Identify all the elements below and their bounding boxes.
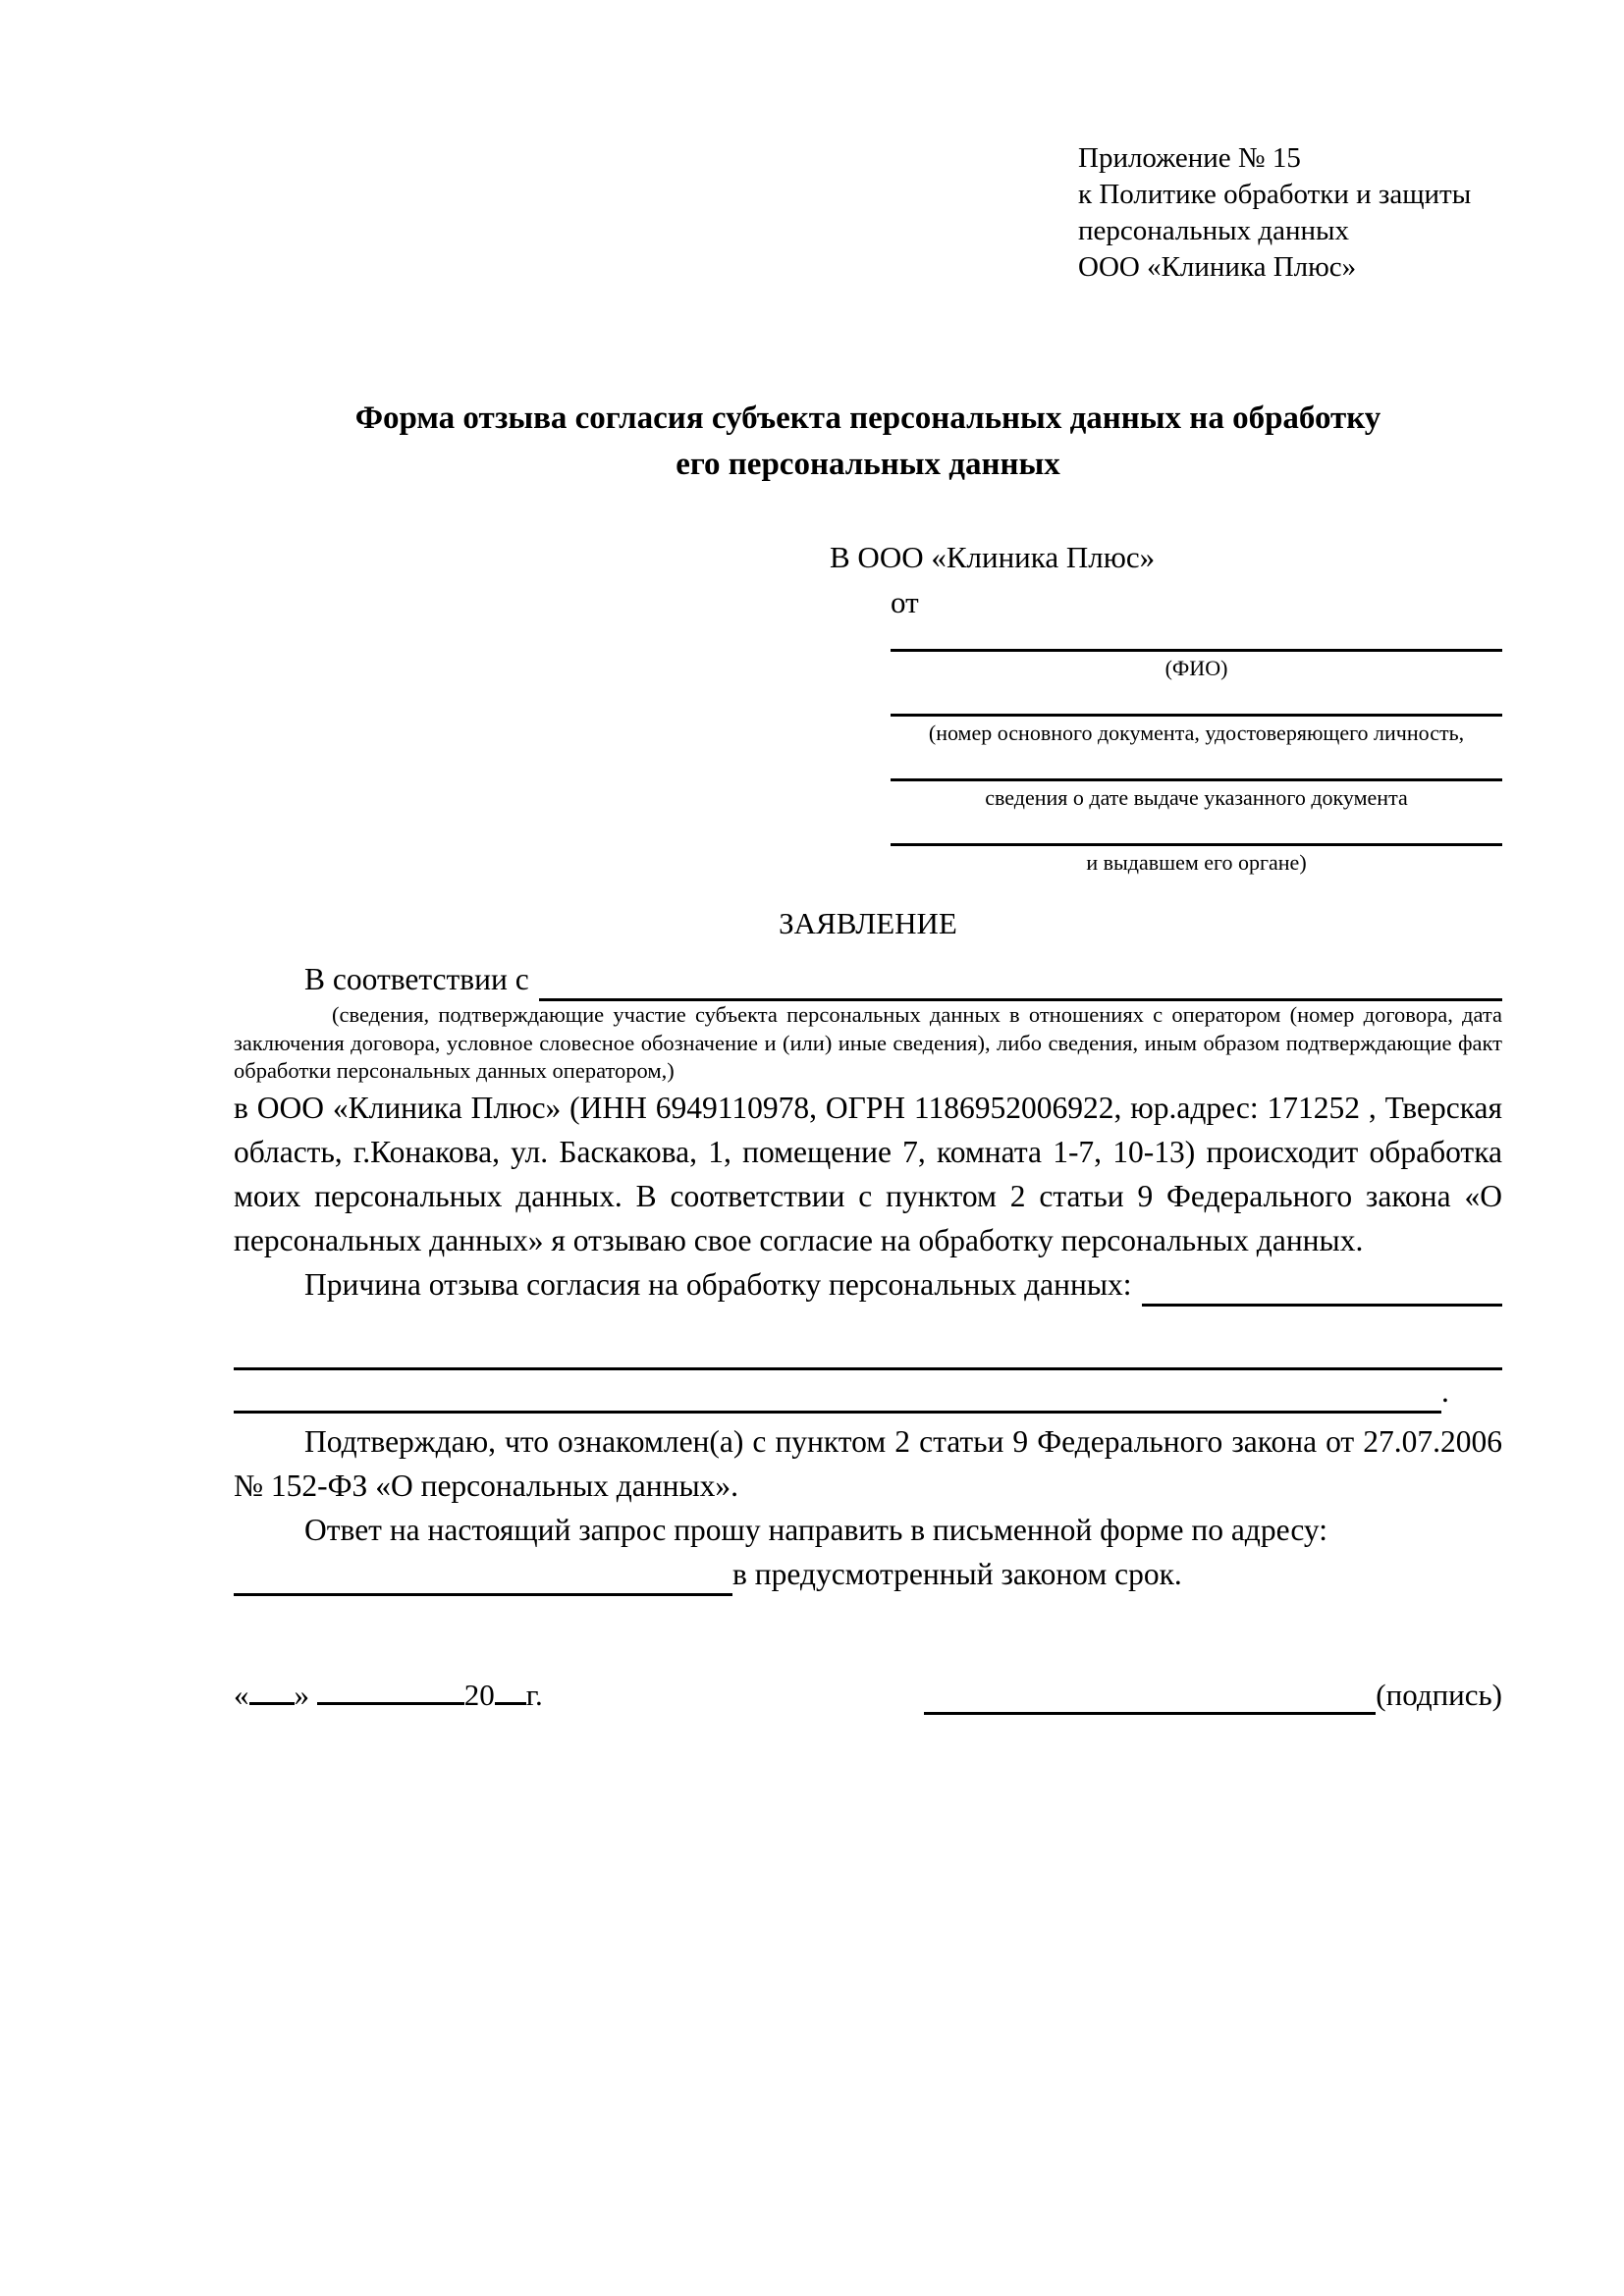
accordance-blank-line <box>539 961 1502 1001</box>
date-day-blank <box>249 1673 295 1705</box>
answer-address-row <box>234 1552 1502 1596</box>
issue-date-blank-line <box>891 745 1502 781</box>
reason-row <box>234 1262 1502 1307</box>
answer-tail: в предусмотренный законом срок. <box>732 1556 1182 1591</box>
date-signature-row <box>234 1673 1502 1715</box>
title-line-2: его персональных данных <box>676 447 1060 482</box>
date-year-blank <box>495 1673 526 1705</box>
date-line <box>234 1673 543 1715</box>
appendix-note <box>1078 140 1502 286</box>
appendix-line: ООО «Клиника Плюс» <box>1078 251 1357 283</box>
date-month-blank <box>317 1673 464 1705</box>
document-number-caption: (номер основного документа, удостоверяющего личность, <box>928 721 1465 745</box>
fio-blank-line <box>891 621 1502 652</box>
appendix-line: персональных данных <box>1078 215 1350 246</box>
signature-caption: (подпись) <box>1376 1677 1502 1712</box>
accordance-row <box>234 957 1502 1001</box>
addressee-block <box>830 539 1502 875</box>
document-number-blank-line <box>891 680 1502 717</box>
addressee-from-label: от <box>891 585 919 619</box>
signature-line <box>924 1676 1502 1715</box>
confirm-paragraph: Подтверждаю, что ознакомлен(а) с пунктом 2 статьи 9 Федерального закона от 27.07.2006 № 152-ФЗ «О персональных данных». <box>234 1423 1502 1503</box>
issue-date-caption: сведения о дате выдаче указанного документа <box>985 785 1408 810</box>
explanatory-note: (сведения, подтверждающие участие субъекта персональных данных в отношениях с оператором (номер договора, дата заключения договора, условное словесное обозначение и (или) иные сведения), либо сведения, иным образом подтверждающие факт обработки персональных данных оператором,) <box>234 1002 1502 1083</box>
fio-caption: (ФИО) <box>1164 656 1228 680</box>
reason-blank-line <box>1142 1266 1502 1307</box>
issuing-authority-caption: и выдавшем его органе) <box>1086 850 1307 875</box>
date-quote-open: « <box>234 1677 249 1712</box>
appendix-line: Приложение № 15 <box>1078 142 1301 174</box>
statement-heading: ЗАЯВЛЕНИЕ <box>779 906 957 940</box>
reason-period: . <box>1441 1373 1449 1409</box>
appendix-line: к Политике обработки и защиты <box>1078 179 1472 210</box>
signature-blank-line <box>924 1682 1376 1715</box>
answer-address-blank-line <box>234 1556 732 1596</box>
date-year-suffix: г. <box>525 1677 543 1712</box>
accordance-lead: В соответствии с <box>304 962 529 996</box>
main-paragraph: в ООО «Клиника Плюс» (ИНН 6949110978, ОГРН 1186952006922, юр.адрес: 171252 , Тверская область, г.Конакова, ул. Баскакова, 1, помещение 7, комната 1-7, 10-13) происходит обработка моих персональных данных. В соответствии с пунктом 2 статьи 9 Федерального закона «О персональных данных» я отзываю свое согласие на обработку персональных данных. <box>234 1090 1502 1257</box>
reason-writein-line-2 <box>234 1370 1502 1414</box>
reason-writein-rule <box>234 1368 1441 1414</box>
issuing-authority-blank-line <box>891 810 1502 846</box>
title-line-1: Форма отзыва согласия субъекта персональных данных на обработку <box>354 400 1381 436</box>
document-title <box>234 396 1502 488</box>
reason-writein-line-1 <box>234 1324 1502 1370</box>
addressee-to: В ООО «Клиника Плюс» <box>830 540 1156 574</box>
date-quote-close: » <box>294 1677 309 1712</box>
answer-lead: Ответ на настоящий запрос прошу направить в письменной форме по адресу: <box>304 1512 1327 1547</box>
date-year-prefix: 20 <box>463 1677 495 1712</box>
reason-lead: Причина отзыва согласия на обработку персональных данных: <box>304 1266 1132 1302</box>
